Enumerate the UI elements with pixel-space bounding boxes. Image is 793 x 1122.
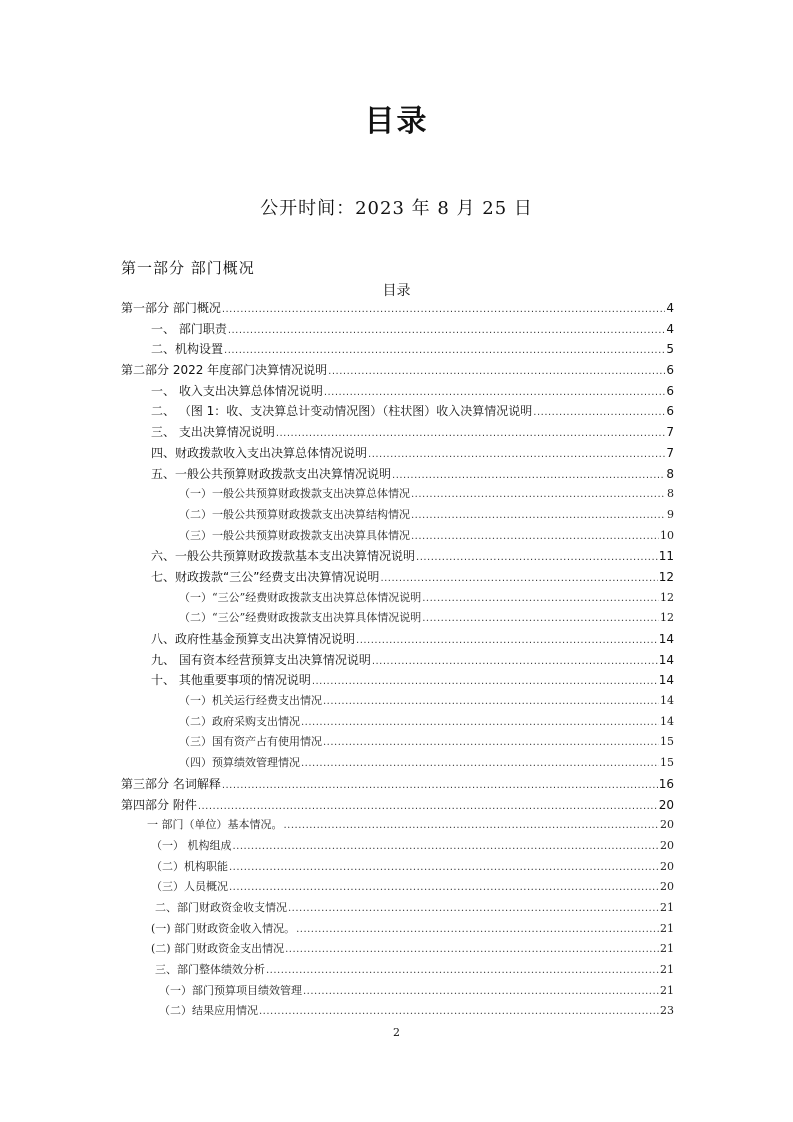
- toc-entry-page: 7: [666, 425, 674, 440]
- toc-entry-label: 九、 国有资本经营预算支出决算情况说明: [151, 652, 371, 667]
- toc-entry[interactable]: [121, 629, 674, 650]
- toc-entry-label: (二) 部门财政资金支出情况: [151, 942, 285, 956]
- toc-entry-label: （一）“三公”经费财政拨款支出决算总体情况说明: [179, 590, 422, 604]
- toc-entry[interactable]: [121, 898, 674, 919]
- dot-leader: [285, 940, 659, 961]
- toc-entry-label: 二、 （图 1：收、支决算总计变动情况图）（柱状图）收入决算情况说明: [151, 404, 533, 419]
- toc-entry-page: 21: [660, 942, 674, 956]
- toc-entry-label: 第二部分 2022 年度部门决算情况说明: [121, 363, 328, 378]
- dot-leader: [259, 1002, 659, 1023]
- dot-leader: [301, 713, 659, 734]
- toc-entry-label: （三）一般公共预算财政拨款支出决算具体情况: [179, 528, 410, 542]
- dot-leader: [372, 652, 658, 673]
- toc-entry-page: 20: [660, 859, 674, 873]
- toc-entry[interactable]: [121, 960, 674, 981]
- toc-entry-page: 14: [660, 714, 674, 728]
- dot-leader: [392, 466, 665, 487]
- dot-leader: [411, 527, 659, 548]
- toc-entry-page: 20: [658, 797, 674, 812]
- dot-leader: [229, 858, 659, 879]
- toc-entry-page: 16: [658, 776, 674, 791]
- toc-entry-page: 12: [660, 590, 674, 604]
- publish-date: 公开时间：2023 年 8 月 25 日: [260, 198, 533, 219]
- toc-entry-page: 14: [660, 694, 674, 708]
- toc-entry-page: 20: [660, 838, 674, 852]
- toc-entry[interactable]: [121, 691, 674, 712]
- dot-leader: [229, 878, 659, 899]
- toc-entry[interactable]: [121, 815, 674, 836]
- toc-entry-label: 第一部分 部门概况: [121, 301, 221, 315]
- toc-entry-page: 8: [666, 466, 674, 481]
- toc-entry[interactable]: [121, 919, 674, 940]
- toc-entry[interactable]: [121, 381, 674, 402]
- toc-entry-page: 14: [658, 673, 674, 688]
- toc-entry-page: 21: [660, 963, 674, 976]
- toc-entry-page: 21: [660, 900, 674, 914]
- toc-entry-page: 6: [666, 383, 674, 398]
- toc-entry-page: 7: [666, 445, 674, 460]
- dot-leader: [323, 733, 659, 754]
- toc-entry-label: （四）预算绩效管理情况: [179, 756, 300, 770]
- dot-leader: [312, 672, 658, 693]
- toc-entry-label: (一) 部门财政资金收入情况。: [151, 921, 296, 935]
- toc-entry-label: （三）国有资产占有使用情况: [179, 735, 322, 749]
- toc-entry-label: 六、一般公共预算财政拨款基本支出决算情况说明: [151, 549, 416, 564]
- dot-leader: [422, 589, 659, 610]
- dot-leader: [222, 300, 665, 321]
- dot-leader: [301, 754, 659, 775]
- toc-entry[interactable]: [121, 981, 674, 1002]
- toc-entry-page: 9: [667, 507, 674, 521]
- toc-entry[interactable]: [121, 857, 674, 878]
- toc-entry-label: 五、一般公共预算财政拨款支出决算情况说明: [151, 466, 392, 481]
- toc-entry[interactable]: [121, 422, 674, 443]
- toc-entry-page: 5: [666, 342, 674, 357]
- toc-entry-page: 8: [667, 487, 674, 501]
- dot-leader: [233, 837, 660, 858]
- dot-leader: [416, 548, 658, 569]
- toc-entry-page: 6: [666, 404, 674, 419]
- toc-entry-label: 一、 收入支出决算总体情况说明: [151, 383, 323, 398]
- toc-entry-page: 4: [666, 321, 674, 336]
- toc-entry[interactable]: [121, 443, 674, 464]
- dot-leader: [266, 961, 659, 982]
- toc-entry[interactable]: [121, 401, 674, 422]
- toc-entry[interactable]: [121, 484, 674, 505]
- toc-entry-label: 第四部分 附件: [121, 797, 197, 812]
- table-of-contents: [121, 298, 674, 1022]
- dot-leader: [303, 982, 659, 1003]
- dot-leader: [224, 341, 665, 362]
- dot-leader: [296, 920, 659, 941]
- toc-entry-page: 12: [658, 569, 674, 584]
- toc-entry-label: （二）一般公共预算财政拨款支出决算结构情况: [179, 507, 410, 521]
- dot-leader: [533, 403, 665, 424]
- toc-entry[interactable]: [121, 608, 674, 629]
- toc-entry-page: 14: [658, 652, 674, 667]
- toc-entry-label: 七、财政拨款“三公”经费支出决算情况说明: [151, 569, 380, 584]
- dot-leader: [411, 506, 665, 527]
- toc-entry-page: 15: [660, 735, 674, 749]
- toc-entry-label: 八、政府性基金预算支出决算情况说明: [151, 632, 356, 646]
- toc-entry[interactable]: [121, 339, 674, 360]
- toc-entry[interactable]: [121, 732, 674, 753]
- toc-entry-label: （二）结果应用情况: [159, 1004, 258, 1018]
- toc-entry-label: 第三部分 名词解释: [121, 776, 221, 791]
- toc-entry[interactable]: [121, 650, 674, 671]
- toc-entry[interactable]: [121, 505, 674, 526]
- toc-entry-label: 三、部门整体绩效分析: [155, 963, 265, 976]
- toc-title: 目录: [382, 283, 411, 299]
- toc-entry[interactable]: [121, 546, 674, 567]
- dot-leader: [288, 899, 659, 920]
- toc-entry[interactable]: [121, 877, 674, 898]
- toc-entry[interactable]: [121, 567, 674, 588]
- toc-entry-label: （一） 机构组成: [151, 838, 232, 852]
- dot-leader: [328, 362, 665, 383]
- dot-leader: [276, 424, 665, 445]
- toc-entry-label: 三、 支出决算情况说明: [151, 425, 275, 440]
- toc-entry[interactable]: [121, 1001, 674, 1022]
- dot-leader: [228, 321, 665, 342]
- toc-entry-page: 21: [660, 983, 674, 997]
- toc-entry-label: 二、部门财政资金收支情况: [155, 900, 287, 914]
- toc-entry[interactable]: [121, 939, 674, 960]
- toc-entry-label: （一）部门预算项目绩效管理: [159, 983, 302, 997]
- toc-entry-label: 一 部门（单位）基本情况。: [147, 818, 283, 832]
- section-heading: 第一部分 部门概况: [121, 259, 255, 277]
- toc-entry-label: 二、机构设置: [151, 342, 224, 357]
- toc-entry-page: 4: [666, 301, 674, 315]
- toc-entry[interactable]: [121, 712, 674, 733]
- toc-entry[interactable]: [121, 588, 674, 609]
- dot-leader: [198, 797, 658, 818]
- page-number: 2: [393, 1026, 400, 1039]
- dot-leader: [422, 609, 659, 630]
- toc-entry-page: 6: [666, 363, 674, 378]
- dot-leader: [324, 383, 665, 404]
- toc-entry-label: 四、财政拨款收入支出决算总体情况说明: [151, 445, 368, 460]
- toc-entry-page: 11: [658, 549, 674, 564]
- toc-entry-label: （二）机构职能: [151, 859, 228, 873]
- dot-leader: [356, 631, 658, 652]
- toc-entry-page: 20: [660, 818, 674, 832]
- toc-entry[interactable]: [121, 319, 674, 340]
- toc-entry-label: 十、 其他重要事项的情况说明: [151, 673, 311, 688]
- dot-leader: [323, 692, 659, 713]
- dot-leader: [284, 816, 660, 837]
- toc-entry[interactable]: [121, 464, 674, 485]
- toc-entry-label: （三）人员概况: [151, 880, 228, 894]
- toc-entry-page: 23: [660, 1004, 674, 1018]
- toc-entry-label: 一、 部门职责: [151, 321, 227, 336]
- toc-entry[interactable]: [121, 360, 674, 381]
- toc-entry-page: 20: [660, 880, 674, 894]
- dot-leader: [380, 569, 657, 590]
- toc-entry-label: （一）机关运行经费支出情况: [179, 694, 322, 708]
- toc-entry-label: （二）“三公”经费财政拨款支出决算具体情况说明: [179, 611, 422, 625]
- toc-entry-page: 12: [660, 611, 674, 625]
- toc-entry[interactable]: [121, 836, 674, 857]
- toc-entry[interactable]: [121, 795, 674, 816]
- dot-leader: [368, 445, 665, 466]
- toc-entry[interactable]: [121, 774, 674, 795]
- toc-entry[interactable]: [121, 753, 674, 774]
- toc-entry[interactable]: [121, 298, 674, 319]
- document-title: 目录: [364, 104, 429, 139]
- dot-leader: [222, 776, 658, 797]
- toc-entry-page: 10: [660, 528, 674, 542]
- toc-entry-label: （一）一般公共预算财政拨款支出决算总体情况: [179, 487, 410, 501]
- toc-entry-page: 15: [660, 756, 674, 770]
- toc-entry-page: 21: [660, 921, 674, 935]
- toc-entry[interactable]: [121, 670, 674, 691]
- toc-entry[interactable]: [121, 526, 674, 547]
- toc-entry-label: （二）政府采购支出情况: [179, 714, 300, 728]
- toc-entry-page: 14: [658, 632, 674, 646]
- dot-leader: [411, 485, 665, 506]
